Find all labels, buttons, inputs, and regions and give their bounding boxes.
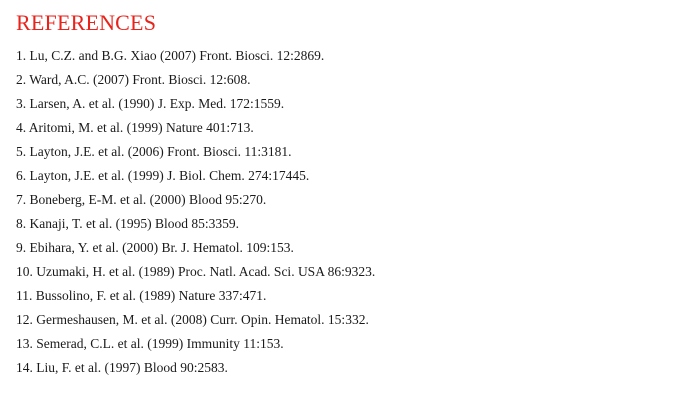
reference-item: 2. Ward, A.C. (2007) Front. Biosci. 12:608. xyxy=(16,72,251,87)
reference-item: 9. Ebihara, Y. et al. (2000) Br. J. Hematol. 109:153. xyxy=(16,240,294,255)
reference-item: 5. Layton, J.E. et al. (2006) Front. Biosci. 11:3181. xyxy=(16,144,292,159)
reference-item: 12. Germeshausen, M. et al. (2008) Curr. Opin. Hematol. 15:332. xyxy=(16,312,369,327)
reference-item: 10. Uzumaki, H. et al. (1989) Proc. Natl. Acad. Sci. USA 86:9323. xyxy=(16,264,376,279)
reference-item: 3. Larsen, A. et al. (1990) J. Exp. Med. 172:1559. xyxy=(16,96,285,111)
reference-item: 6. Layton, J.E. et al. (1999) J. Biol. Chem. 274:17445. xyxy=(16,168,310,183)
reference-item: 14. Liu, F. et al. (1997) Blood 90:2583. xyxy=(16,360,228,375)
reference-list xyxy=(16,44,686,380)
reference-item: 7. Boneberg, E-M. et al. (2000) Blood 95:270. xyxy=(16,192,267,207)
reference-item: 11. Bussolino, F. et al. (1989) Nature 337:471. xyxy=(16,288,267,303)
references-section xyxy=(16,10,686,380)
reference-item: 13. Semerad, C.L. et al. (1999) Immunity 11:153. xyxy=(16,336,284,351)
references-heading: REFERENCES xyxy=(16,10,157,35)
reference-item: 4. Aritomi, M. et al. (1999) Nature 401:713. xyxy=(16,120,254,135)
reference-item: 1. Lu, C.Z. and B.G. Xiao (2007) Front. Biosci. 12:2869. xyxy=(16,48,325,63)
reference-item: 8. Kanaji, T. et al. (1995) Blood 85:3359. xyxy=(16,216,239,231)
